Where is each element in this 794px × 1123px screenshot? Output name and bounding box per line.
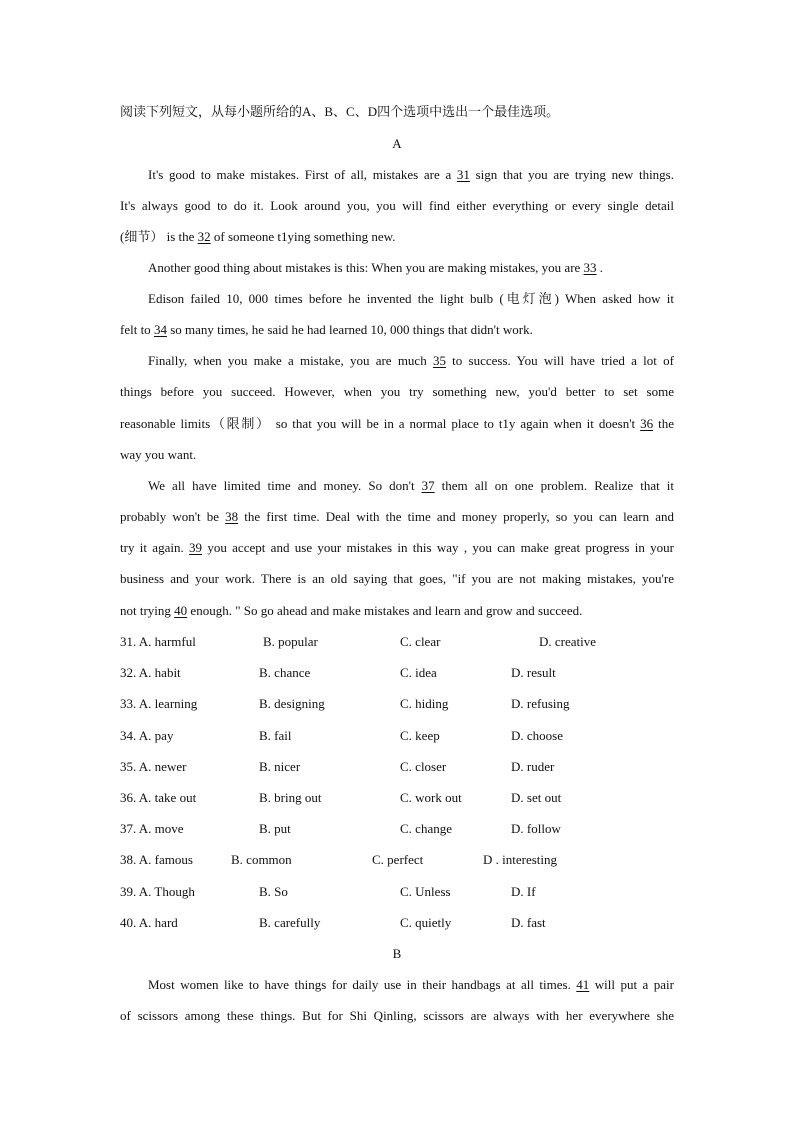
text-run: the [653,416,674,431]
text-run: to success. You will have tried a lot of [445,353,674,368]
passage-b-p1-line2: of scissors among these things. But for Shi Qinling, scissors are always with her everywhere she [120,1008,674,1023]
q39-option-c: C. Unless [400,884,451,899]
blank-32: 32 [197,229,211,244]
q33-option-a: 33. A. learning [120,696,198,711]
q38-option-c: C. perfect [372,852,424,867]
text-run: felt to [120,322,154,337]
text-run: (细节） is the [120,229,198,244]
text-run: It's good to make mistakes. First of all, mistakes are a [148,167,457,182]
q36-option-b: B. bring out [259,790,322,805]
passage-b-p1-line1 [148,977,674,993]
text-run: Another good thing about mistakes is this: When you are making mistakes, you are [148,260,584,275]
text-run: the first time. Deal with the time and money properly, so you can learn and [238,509,675,524]
q39-option-a: 39. A. Though [120,884,195,899]
q36-option-c: C. work out [400,790,462,805]
q40-option-d: D. fast [511,915,546,930]
text-run: Most women like to have things for daily use in their handbags at all times. [148,977,577,992]
blank-38: 38 [225,509,239,524]
passage-a-p5-line5 [120,603,674,619]
passage-a-p4-line4: way you want. [120,447,197,462]
text-run: of someone t1ying something new. [210,229,396,244]
text-run: sign that you are trying new things. [469,167,674,182]
text-run: reasonable limits（限制） so that you will be in a normal place to t1y again when it doesn't [120,416,641,431]
q38-option-a: 38. A. famous [120,852,193,867]
q34-option-d: D. choose [511,728,563,743]
q31-option-b: B. popular [263,634,318,649]
passage-a-p3-line1: Edison failed 10, 000 times before he invented the light bulb (电灯泡) When asked how it [148,291,674,306]
q38-option-b: B. common [231,852,292,867]
q37-option-d: D. follow [511,821,561,836]
q35-option-a: 35. A. newer [120,759,187,774]
q35-option-c: C. closer [400,759,447,774]
q32-option-b: B. chance [259,665,311,680]
q35-option-b: B. nicer [259,759,301,774]
passage-a-p4-line3 [120,416,674,432]
passage-a-p1-line3 [120,229,674,245]
passage-a-p5-line4: business and your work. There is an old saying that goes, "if you are not making mistakes, you're [120,571,674,586]
text-run: enough. " So go ahead and make mistakes and learn and grow and succeed. [187,603,583,618]
q36-option-a: 36. A. take out [120,790,197,805]
blank-40: 40 [174,603,188,618]
text-run: you accept and use your mistakes in this way , you can make great progress in your [202,540,675,555]
q39-option-d: D. If [511,884,536,899]
q33-option-c: C. hiding [400,696,449,711]
text-run: We all have limited time and money. So don't [148,478,422,493]
blank-36: 36 [640,416,654,431]
passage-a-p5-line3 [120,540,674,556]
blank-34: 34 [153,322,167,337]
text-run: probably won't be [120,509,226,524]
passage-a-p4-line1 [148,353,674,369]
q33-option-b: B. designing [259,696,325,711]
blank-33: 33 [583,260,597,275]
text-run: Finally, when you make a mistake, you are much [148,353,433,368]
q33-option-d: D. refusing [511,696,570,711]
q39-option-b: B. So [259,884,288,899]
section-b-heading: B [392,946,402,961]
text-run: so many times, he said he had learned 10, 000 things that didn't work. [166,322,533,337]
q34-option-c: C. keep [400,728,440,743]
passage-a-p5-line2 [120,509,674,525]
blank-39: 39 [189,540,203,555]
blank-37: 37 [421,478,435,493]
q32-option-a: 32. A. habit [120,665,181,680]
q36-option-d: D. set out [511,790,562,805]
q32-option-d: D. result [511,665,556,680]
q37-option-a: 37. A. move [120,821,184,836]
passage-a-p2-line1 [148,260,674,276]
q37-option-b: B. put [259,821,291,836]
text-run: not trying [120,603,175,618]
q31-option-c: C. clear [400,634,441,649]
q38-option-d: D . interesting [483,852,558,867]
passage-a-p3-line2 [120,322,674,338]
passage-a-p4-line2: things before you succeed. However, when you try something new, you'd better to set some [120,384,674,399]
q40-option-a: 40. A. hard [120,915,178,930]
text-run: try it again. [120,540,190,555]
q31-option-a: 31. A. harmful [120,634,196,649]
blank-35: 35 [432,353,446,368]
text-run: . [596,260,604,275]
passage-a-p1-line2: It's always good to do it. Look around you, you will find either everything or every single detail [120,198,674,213]
section-a-heading: A [392,136,402,151]
q31-option-d: D. creative [539,634,597,649]
passage-a-p1-line1 [148,167,674,183]
instruction-text: 阅读下列短文，从每小题所给的A、B、C、D四个选项中选出一个最佳选项。 [120,104,560,119]
q34-option-a: 34. A. pay [120,728,174,743]
text-run: them all on one problem. Realize that it [434,478,674,493]
passage-a-p5-line1 [148,478,674,494]
text-run: will put a pair [589,977,674,992]
q37-option-c: C. change [400,821,452,836]
q35-option-d: D. ruder [511,759,555,774]
q34-option-b: B. fail [259,728,292,743]
q40-option-c: C. quietly [400,915,452,930]
q32-option-c: C. idea [400,665,437,680]
blank-31: 31 [456,167,470,182]
q40-option-b: B. carefully [259,915,321,930]
blank-41: 41 [576,977,590,992]
